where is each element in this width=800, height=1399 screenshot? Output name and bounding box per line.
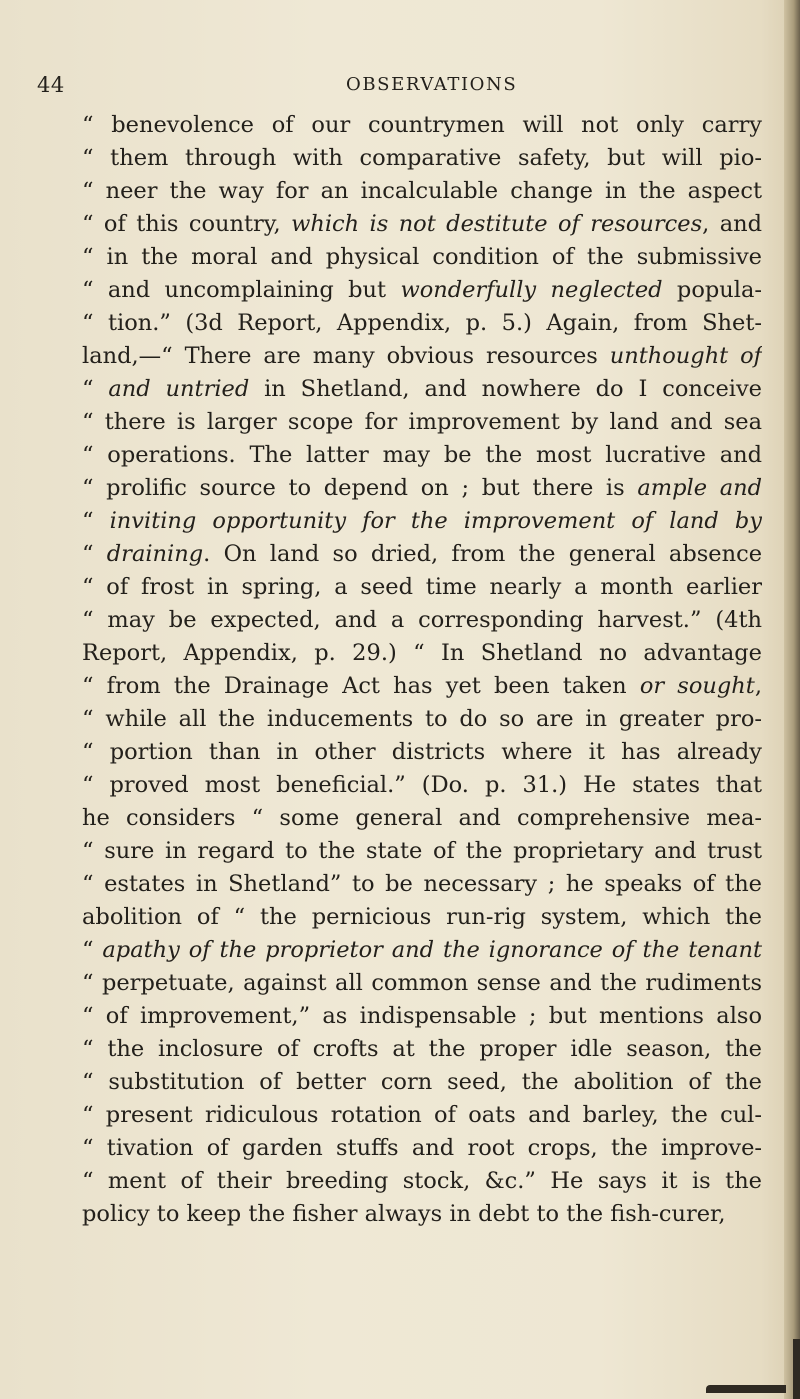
text-line: land,—“ There are many obvious resources unthought of (82, 343, 762, 369)
text-line: “ in the moral and physical condition of the submissive (82, 244, 762, 270)
text-line: “ from the Drainage Act has yet been taken or sought, (82, 673, 762, 699)
text-line: “ of frost in spring, a seed time nearly a month earlier (82, 574, 762, 600)
text-line: “ tivation of garden stuffs and root crops, the improve- (82, 1135, 762, 1161)
text-line: “ and untried in Shetland, and nowhere do I conceive (82, 376, 762, 402)
text-line: “ present ridiculous rotation of oats and barley, the cul- (82, 1102, 762, 1128)
text-line: abolition of “ the pernicious run-rig system, which the (82, 904, 762, 930)
text-line: “ the inclosure of crofts at the proper idle season, the (82, 1036, 762, 1062)
text-line: “ ment of their breeding stock, &c.” He says it is the (82, 1168, 762, 1194)
text-line: “ proved most beneficial.” (Do. p. 31.) He states that (82, 772, 762, 798)
text-line: “ of this country, which is not destitute of resources, and (82, 211, 762, 237)
text-line: “ may be expected, and a corresponding harvest.” (4th (82, 607, 762, 633)
text-line: “ operations. The latter may be the most lucrative and (82, 442, 762, 468)
text-line: “ neer the way for an incalculable change in the aspect (82, 178, 762, 204)
body-text (82, 109, 762, 1231)
text-line: “ portion than in other districts where it has already (82, 739, 762, 765)
running-head: OBSERVATIONS (346, 74, 518, 95)
text-line: “ estates in Shetland” to be necessary ; he speaks of the (82, 871, 762, 897)
text-line: “ benevolence of our countrymen will not only carry (82, 112, 762, 138)
text-line: “ sure in regard to the state of the proprietary and trust (82, 838, 762, 864)
corner-smudge (706, 1385, 786, 1393)
page-number: 44 (37, 73, 65, 97)
text-line: “ while all the inducements to do so are in greater pro- (82, 706, 762, 732)
page-binding-edge (784, 0, 800, 1399)
page-header (37, 70, 777, 100)
text-line: “ tion.” (3d Report, Appendix, p. 5.) Again, from Shet- (82, 310, 762, 336)
binding-shadow (793, 1339, 800, 1399)
text-line: “ substitution of better corn seed, the abolition of the (82, 1069, 762, 1095)
text-line: “ prolific source to depend on ; but there is ample and (82, 475, 762, 501)
text-line: “ apathy of the proprietor and the ignorance of the tenant (82, 937, 762, 963)
text-line: Report, Appendix, p. 29.) “ In Shetland no advantage (82, 640, 762, 666)
text-line: he considers “ some general and comprehensive mea- (82, 805, 762, 831)
text-line: “ of improvement,” as indispensable ; but mentions also (82, 1003, 762, 1029)
text-line: “ there is larger scope for improvement by land and sea (82, 409, 762, 435)
text-line: “ draining. On land so dried, from the general absence (82, 541, 762, 567)
text-line: policy to keep the fisher always in debt to the fish-curer, (82, 1201, 726, 1227)
text-line: “ them through with comparative safety, but will pio- (82, 145, 762, 171)
text-line: “ perpetuate, against all common sense and the rudiments (82, 970, 762, 996)
text-line: “ and uncomplaining but wonderfully neglected popula- (82, 277, 762, 303)
text-line: “ inviting opportunity for the improvement of land by (82, 508, 762, 534)
